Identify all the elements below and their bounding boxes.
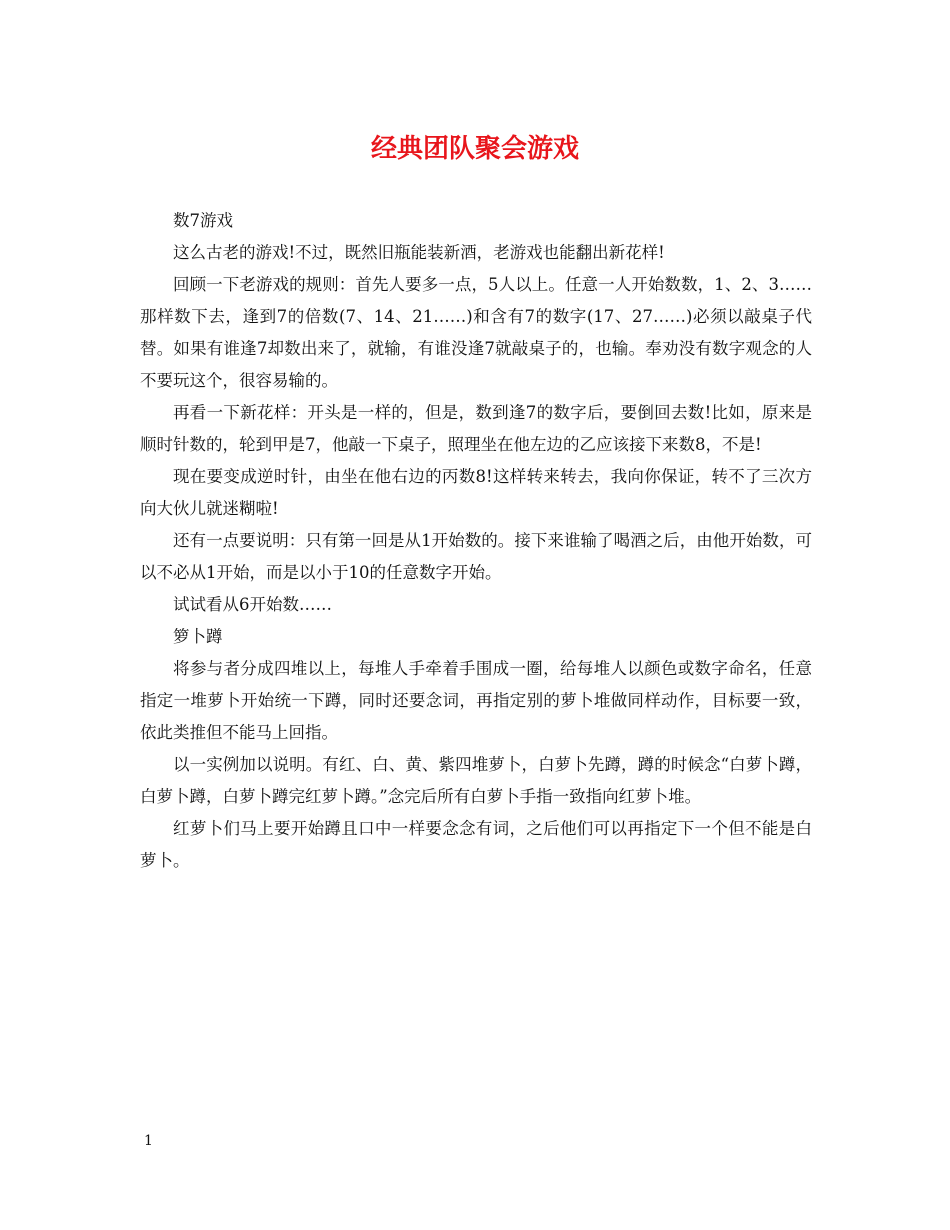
document-title: 经典团队聚会游戏 (370, 134, 579, 164)
paragraph: 试试看从6开始数…… (173, 595, 332, 614)
paragraph: 还有一点要说明：只有第一回是从1开始数的。接下来谁输了喝酒之后，由他开始数，可以不必从1开始，而是以小于10的任意数字开始。 (140, 531, 812, 582)
paragraph: 回顾一下老游戏的规则：首先人要多一点，5人以上。任意一人开始数数，1、2、3……那样数下去，逢到7的倍数(7、14、21……)和含有7的数字(17、27……)必须以敲桌子代替。如果有谁逢7却数出来了，就输，有谁没逢7就敲桌子的，也输。奉劝没有数字观念的人不要玩这个，很容易输的。 (140, 275, 812, 390)
paragraph: 红萝卜们马上要开始蹲且口中一样要念念有词，之后他们可以再指定下一个但不能是白萝卜。 (140, 819, 812, 870)
paragraph: 将参与者分成四堆以上，每堆人手牵着手围成一圈，给每堆人以颜色或数字命名，任意指定一堆萝卜开始统一下蹲，同时还要念词，再指定别的萝卜堆做同样动作，目标要一致，依此类推但不能马上回指。 (140, 659, 812, 742)
paragraph: 以一实例加以说明。有红、白、黄、紫四堆萝卜，白萝卜先蹲，蹲的时候念“白萝卜蹲，白萝卜蹲，白萝卜蹲完红萝卜蹲。”念完后所有白萝卜手指一致指向红萝卜堆。 (140, 755, 812, 806)
section-heading-count-seven: 数7游戏 (173, 211, 233, 230)
document-body (140, 205, 812, 877)
page-number: 1 (144, 1133, 153, 1149)
paragraph: 现在要变成逆时针，由坐在他右边的丙数8!这样转来转去，我向你保证，转不了三次方向大伙儿就迷糊啦! (140, 467, 812, 518)
paragraph: 这么古老的游戏!不过，既然旧瓶能装新酒，老游戏也能翻出新花样! (173, 243, 665, 262)
paragraph: 再看一下新花样：开头是一样的，但是，数到逢7的数字后，要倒回去数!比如，原来是顺时针数的，轮到甲是7，他敲一下桌子，照理坐在他左边的乙应该接下来数8，不是! (140, 403, 812, 454)
section-heading-radish-squat: 箩卜蹲 (173, 627, 223, 646)
